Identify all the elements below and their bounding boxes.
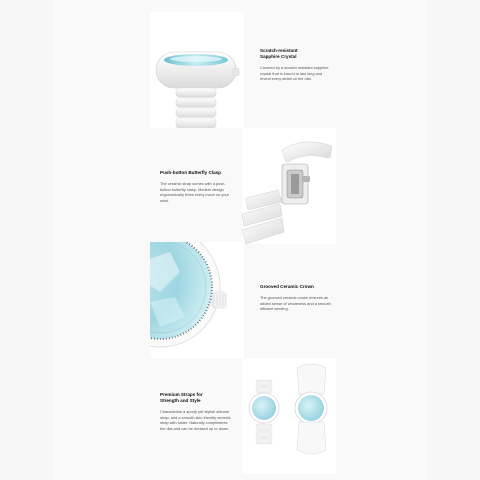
feature-text-straps [160, 392, 232, 431]
feature-title [160, 170, 232, 176]
feature-description: The grooved ceramic crown ensures an added sense of wholeness and a smooth efficient winding. [260, 295, 331, 312]
two-watches-straps-icon [242, 358, 336, 474]
feature-title [160, 392, 232, 404]
feature-title [260, 284, 332, 290]
watch-crystal-closeup-icon [150, 12, 244, 128]
feature-title-line1: Push-button Butterfly Clasp [160, 170, 221, 175]
feature-image-clasp [242, 128, 336, 244]
feature-image-crown [150, 242, 244, 358]
ceramic-crown-closeup-icon [150, 242, 244, 358]
butterfly-clasp-closeup-icon [242, 128, 336, 244]
feature-title-line1: Scratch-resistant [260, 48, 298, 53]
feature-title-line1: Premium Straps for [160, 392, 203, 397]
feature-text-crown [260, 284, 332, 312]
feature-image-straps [242, 358, 336, 474]
feature-text-crystal [260, 48, 332, 82]
feature-text-clasp [160, 170, 232, 203]
feature-title-line2: Strength and Style [160, 398, 201, 403]
feature-title-line1: Grooved Ceramic Crown [260, 284, 314, 289]
feature-title [260, 48, 332, 60]
feature-image-crystal [150, 12, 244, 128]
feature-description: Characterise a sporty yet stylish silicone strap, and a smooth skin friendly ceramic strap with luster. Naturally compliments the dial and can be dressed up or down. [160, 409, 231, 431]
feature-title-line2: Sapphire Crystal [260, 54, 297, 59]
feature-description: Covered by a scratch resistant sapphire crystal that is bound to last long and reveal every detail on the dial. [260, 65, 329, 82]
feature-description: The ceramic strap comes with a push-button butterfly clasp. Modern design ergonomically frees every move on your wrist. [160, 181, 229, 203]
